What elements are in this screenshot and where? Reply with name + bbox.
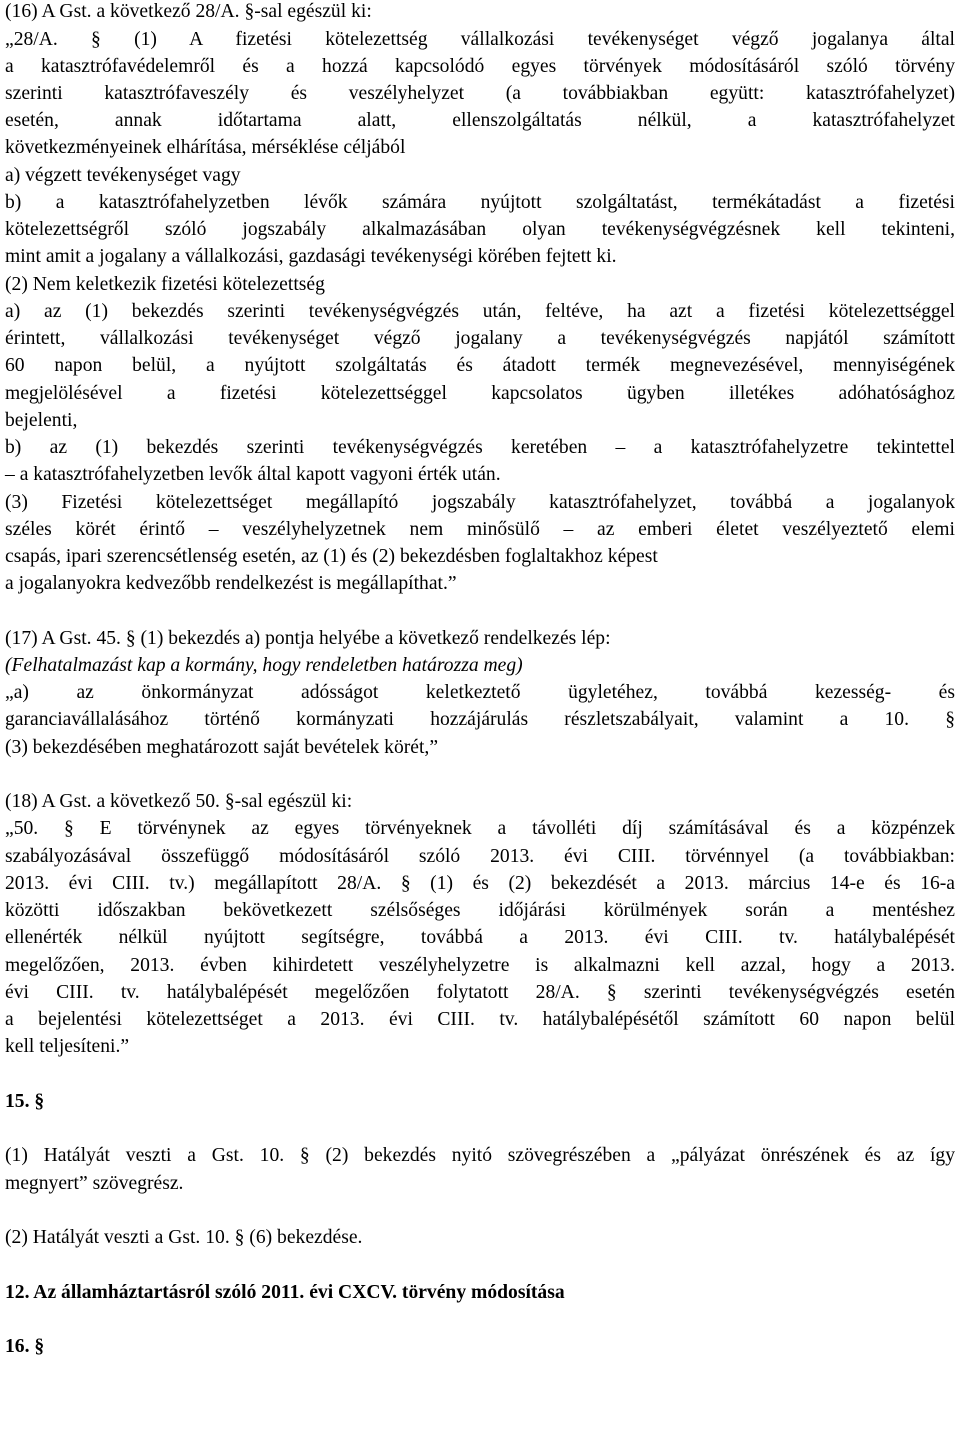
section-28a-para-2-b-line-2: – a katasztrófahelyzetben levők által kapott vagyoni érték után. xyxy=(5,464,501,485)
section-15-para-2: (2) Hatályát veszti a Gst. 10. § (6) bekezdése. xyxy=(5,1227,363,1248)
section-28a-para-3-line-2: széles körét érintő – veszélyhelyzetnek nem minősülő – az emberi életet veszélyeztető elemi xyxy=(5,519,955,540)
section-28a-line-5: következményeinek elhárítása, mérséklése céljából xyxy=(5,137,406,158)
section-28a-line-4: esetén, annak időtartama alatt, ellenszolgáltatás nélkül, a katasztrófahelyzet xyxy=(5,110,955,131)
section-15-para-1-line-2: megnyert” szövegrész. xyxy=(5,1173,184,1194)
section-28a-para-3-line-4: a jogalanyokra kedvezőbb rendelkezést is megállapíthat.” xyxy=(5,573,457,594)
section-28a-para-2-a-line-3: 60 napon belül, a nyújtott szolgáltatás és átadott termék megnevezésével, mennyiségének xyxy=(5,355,955,376)
section-50-line-4: közötti időszakban bekövetkezett szélsőséges időjárási körülmények során a mentéshez xyxy=(5,900,955,921)
paragraph-16-intro: (16) A Gst. a következő 28/A. §-sal egészül ki: xyxy=(5,1,372,22)
paragraph-17-text-line-2: garanciavállalásához történő kormányzati hozzájárulás részletszabályait, valamint a 10. § xyxy=(5,709,955,730)
section-50-line-1: „50. § E törvénynek az egyes törvényeknek a távolléti díj számításával és a közpénzek xyxy=(5,818,955,839)
section-28a-para-3-line-3: csapás, ipari szerencsétlenség esetén, az (1) és (2) bekezdésben foglaltakhoz képest xyxy=(5,546,658,567)
section-28a-para-2-intro: (2) Nem keletkezik fizetési kötelezettség xyxy=(5,274,325,295)
section-50-line-3: 2013. évi CIII. tv.) megállapított 28/A. § (1) és (2) bekezdését a 2013. március 14-e és 16-a xyxy=(5,873,955,894)
section-28a-point-b-line-3: mint amit a jogalany a vállalkozási, gazdasági tevékenységi körében fejtett ki. xyxy=(5,246,617,267)
section-15-heading: 15. § xyxy=(5,1091,45,1112)
section-28a-para-3-line-1: (3) Fizetési kötelezettséget megállapító jogszabály katasztrófahelyzet, továbbá a jogalanyok xyxy=(5,492,955,513)
section-28a-point-b-line-1: b) a katasztrófahelyzetben lévők számára nyújtott szolgáltatást, termékátadást a fizetési xyxy=(5,192,955,213)
section-28a-line-2: a katasztrófavédelemről és a hozzá kapcsolódó egyes törvények módosításáról szóló törvény xyxy=(5,56,955,77)
section-16-heading: 16. § xyxy=(5,1336,45,1357)
section-50-line-9: kell teljesíteni.” xyxy=(5,1036,130,1057)
section-50-line-8: a bejelentési kötelezettséget a 2013. évi CIII. tv. hatálybalépésétől számított 60 napon belül xyxy=(5,1009,955,1030)
paragraph-17-italic-context: (Felhatalmazást kap a kormány, hogy rendeletben határozza meg) xyxy=(5,655,523,676)
section-15-para-1-line-1: (1) Hatályát veszti a Gst. 10. § (2) bekezdés nyitó szövegrészében a „pályázat önrészének és az így xyxy=(5,1145,955,1166)
section-50-line-5: ellenérték nélkül nyújtott segítségre, továbbá a 2013. évi CIII. tv. hatálybalépését xyxy=(5,927,955,948)
paragraph-17-text-line-3: (3) bekezdésében meghatározott saját bevételek körét,” xyxy=(5,737,439,758)
section-28a-para-2-a-line-4: megjelölésével a fizetési kötelezettséggel kapcsolatos ügyben illetékes adóhatósághoz xyxy=(5,383,955,404)
section-50-line-6: megelőzően, 2013. évben kihirdetett veszélyhelyzetre is alkalmazni kell azzal, hogy a 2013. xyxy=(5,955,955,976)
section-28a-point-a: a) végzett tevékenységet vagy xyxy=(5,165,241,186)
section-28a-line-3: szerinti katasztrófaveszély és veszélyhelyzet (a továbbiakban együtt: katasztrófahelyzet) xyxy=(5,83,955,104)
section-28a-para-2-b-line-1: b) az (1) bekezdés szerinti tevékenységvégzés keretében – a katasztrófahelyzetre tekintettel xyxy=(5,437,955,458)
chapter-12-heading: 12. Az államháztartásról szóló 2011. évi CXCV. törvény módosítása xyxy=(5,1282,565,1303)
section-28a-point-b-line-2: kötelezettségről szóló jogszabály alkalmazásában olyan tevékenységvégzésnek kell tekinteni, xyxy=(5,219,955,240)
paragraph-18-intro: (18) A Gst. a következő 50. §-sal egészül ki: xyxy=(5,791,353,812)
section-50-line-2: szabályozásával összefüggő módosításáról szóló 2013. évi CIII. törvénnyel (a továbbiakban: xyxy=(5,846,955,867)
section-50-line-7: évi CIII. tv. hatálybalépését megelőzően folytatott 28/A. § szerinti tevékenységvégzés esetén xyxy=(5,982,955,1003)
paragraph-17-intro: (17) A Gst. 45. § (1) bekezdés a) pontja helyébe a következő rendelkezés lép: xyxy=(5,628,611,649)
paragraph-17-text-line-1: „a) az önkormányzat adósságot keletkeztető ügyletéhez, továbbá kezesség- és xyxy=(5,682,955,703)
section-28a-para-2-a-line-1: a) az (1) bekezdés szerinti tevékenységvégzés után, feltéve, ha azt a fizetési kötelezettséggel xyxy=(5,301,955,322)
section-28a-para-2-a-line-2: érintett, vállalkozási tevékenységet végző jogalany a tevékenységvégzés napjától számított xyxy=(5,328,955,349)
section-28a-para-2-a-line-5: bejelenti, xyxy=(5,410,78,431)
section-28a-line-1: „28/A. § (1) A fizetési kötelezettség vállalkozási tevékenységet végző jogalanya által xyxy=(5,29,955,50)
